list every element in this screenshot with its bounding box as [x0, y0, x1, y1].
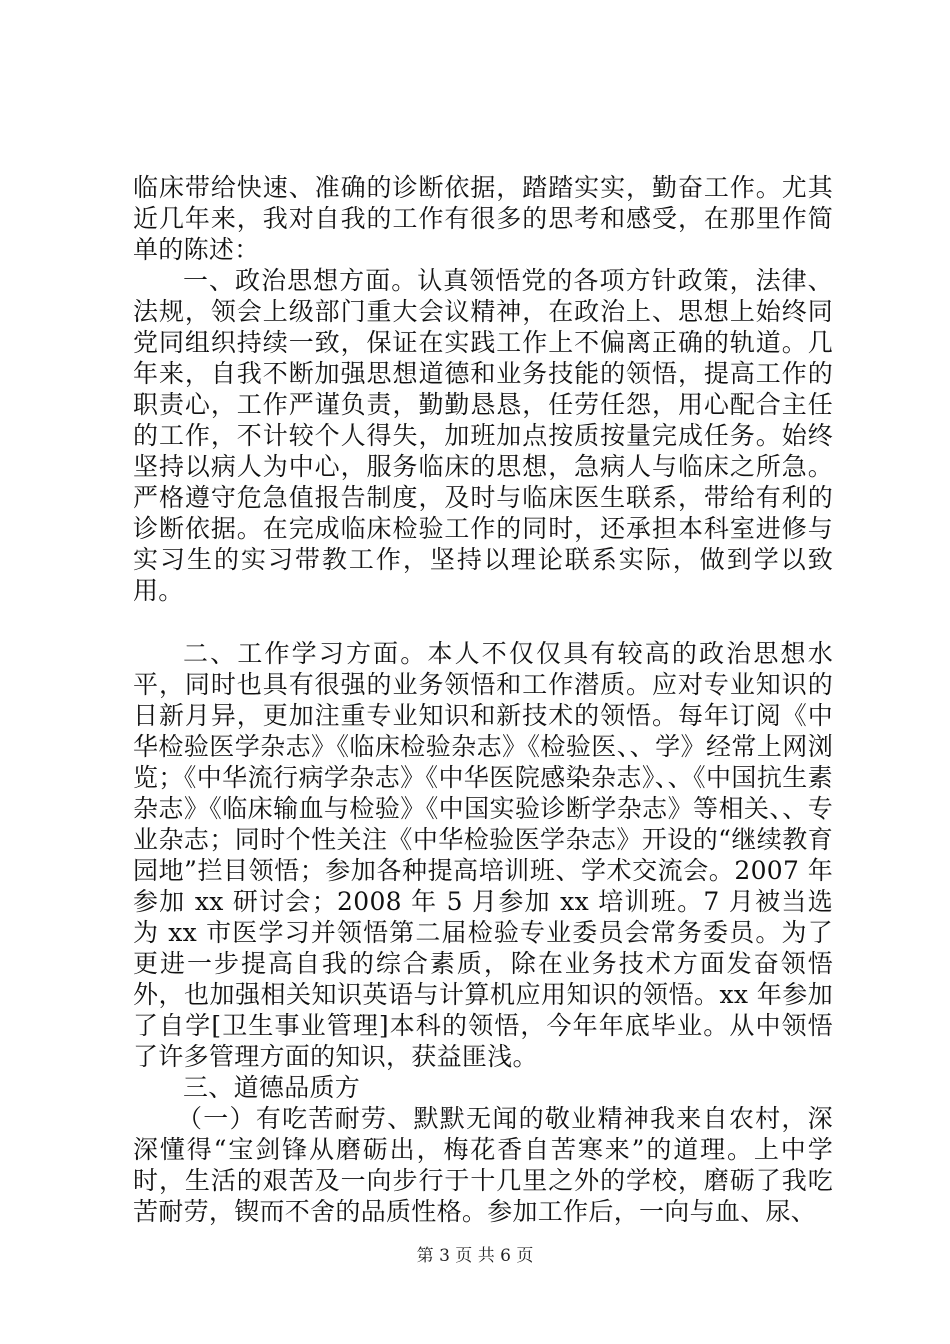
section-heading-moral-quality: 三、道德品质方 — [183, 1073, 361, 1102]
paragraph-intro-continuation: 临床带给快速、准确的诊断依据，踏踏实实，勤奋工作。尤其近几年来，我对自我的工作有很多的思考和感受，在那里作简单的陈述： — [133, 173, 833, 264]
paragraph-work-study: 二、工作学习方面。本人不仅仅具有较高的政治思想水平，同时也具有很强的业务领悟和工作潜质。应对专业知识的日新月异，更加注重专业知识和新技术的领悟。每年订阅《中华检验医学杂志》《临床检验杂志》《检验医、、学》经常上网浏览；《中华流行病学杂志》《中华医院感染杂志》、、《中国抗生素杂志》《临床输血与检验》《中国实验诊断学杂志》等相关、、专业杂志；同时个性关注《中华检验医学杂志》开设的“继续教育园地”拦目领悟；参加各种提高培训班、学术交流会。2007 年参加 xx 研讨会；2008 年 5 月参加 xx 培训班。7 月被当选为 xx 市医学习并领悟第二届检验专业委员会常务委员。为了更进一步提高自我的综合素质，除在业务技术方面发奋领悟外，也加强相关知识英语与计算机应用知识的领悟。xx 年参加了自学[卫生事业管理]本科的领悟，今年年底毕业。从中领悟了许多管理方面的知识，获益匪浅。 — [133, 639, 833, 1071]
page-number-footer: 第 3 页 共 6 页 — [416, 1246, 534, 1266]
paragraph-political-thought: 一、政治思想方面。认真领悟党的各项方针政策，法律、法规，领会上级部门重大会议精神，在政治上、思想上始终同党同组织持续一致，保证在实践工作上不偏离正确的轨道。几年来，自我不断加强思想道德和业务技能的领悟，提高工作的职责心，工作严谨负责，勤勤恳恳，任劳任怨，用心配合主任的工作，不计较个人得失，加班加点按质按量完成任务。始终坚持以病人为中心，服务临床的思想，急病人与临床之所急。严格遵守危急值报告制度，及时与临床医生联系，带给有利的诊断依据。在完成临床检验工作的同时，还承担本科室进修与实习生的实习带教工作，坚持以理论联系实际，做到学以致用。 — [133, 266, 833, 605]
document-body — [133, 172, 833, 1227]
paragraph-hardworking-spirit: （一）有吃苦耐劳、默默无闻的敬业精神我来自农村，深深懂得“宝剑锋从磨砺出，梅花香自苦寒来”的道理。上中学时，生活的艰苦及一向步行于十几里之外的学校，磨砺了我吃苦耐劳，锲而不舍的品质性格。参加工作后，一向与血、尿、 — [133, 1104, 833, 1226]
